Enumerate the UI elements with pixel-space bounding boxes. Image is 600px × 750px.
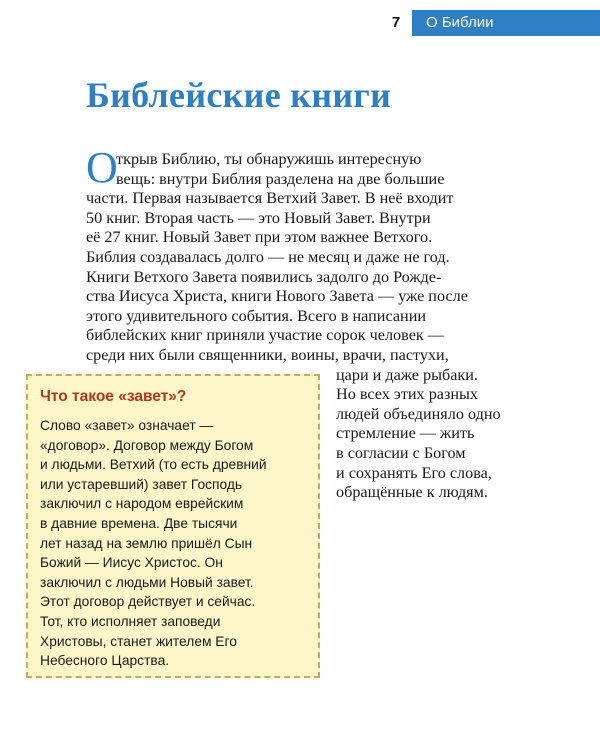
- sidebar-line: лет назад на землю пришёл Сын: [40, 535, 253, 551]
- page-header: [382, 10, 600, 36]
- sidebar-line: и людьми. Ветхий (то есть древний: [40, 457, 267, 473]
- sidebar-line: Этот договор действует и сейчас.: [40, 594, 256, 610]
- page-title: Библейские книги: [86, 75, 392, 115]
- page-number: 7: [391, 14, 401, 31]
- body-line: цари и даже рыбаки.: [336, 365, 478, 384]
- body-line: Библия создавалась долго — не месяц и даже не год.: [86, 247, 450, 266]
- body-line: этого удивительного события. Всего в написании: [86, 306, 427, 325]
- sidebar-title: Что такое «завет»?: [40, 388, 187, 405]
- body-line: ства Иисуса Христа, книги Нового Завета — уже после: [86, 287, 468, 306]
- sidebar-line: заключил с народом еврейским: [40, 496, 244, 512]
- body-line: библейских книг приняли участие сорок человек —: [86, 326, 444, 345]
- body-line: ткрыв Библию, ты обнаружишь интересную: [116, 150, 422, 168]
- sidebar-box: [26, 374, 320, 678]
- sidebar-line: Небесного Царства.: [40, 653, 170, 669]
- body-line: людей объединяло одно: [336, 404, 501, 423]
- body-line: Но всех этих разных: [336, 385, 479, 404]
- section-tab: О Библии: [412, 10, 600, 36]
- sidebar-line: в давние времена. Две тысячи: [40, 515, 238, 531]
- body-line: обращённые к людям.: [336, 483, 488, 502]
- drop-cap: О: [86, 143, 118, 192]
- sidebar-line: Божий — Иисус Христос. Он: [40, 555, 223, 571]
- body-line: 50 книг. Вторая часть — это Новый Завет. Внутри: [86, 208, 431, 227]
- body-line: в согласии с Богом: [336, 443, 466, 462]
- body-line: Книги Ветхого Завета появились задолго до Рожде-: [86, 267, 442, 286]
- sidebar-line: Слово «завет» означает —: [40, 418, 214, 433]
- body-line: вещь: внутри Библия разделена на две большие: [116, 169, 445, 188]
- body-line: стремление — жить: [336, 424, 475, 443]
- body-line: части. Первая называется Ветхий Завет. В неё входит: [86, 189, 454, 208]
- sidebar-line: Тот, кто исполняет заповеди: [40, 613, 221, 629]
- sidebar-line: или устаревший) завет Господь: [40, 476, 243, 492]
- body-line: и сохранять Его слова,: [336, 463, 492, 482]
- body-line: среди них были священники, воины, врачи, пастухи,: [86, 345, 449, 364]
- sidebar-line: Христовы, станет жителем Его: [40, 633, 237, 649]
- sidebar-line: «договор». Договор между Богом: [40, 437, 254, 453]
- body-line: её 27 книг. Новый Завет при этом важнее Ветхого.: [86, 228, 433, 247]
- sidebar-line: заключил с людьми Новый завет.: [40, 574, 254, 590]
